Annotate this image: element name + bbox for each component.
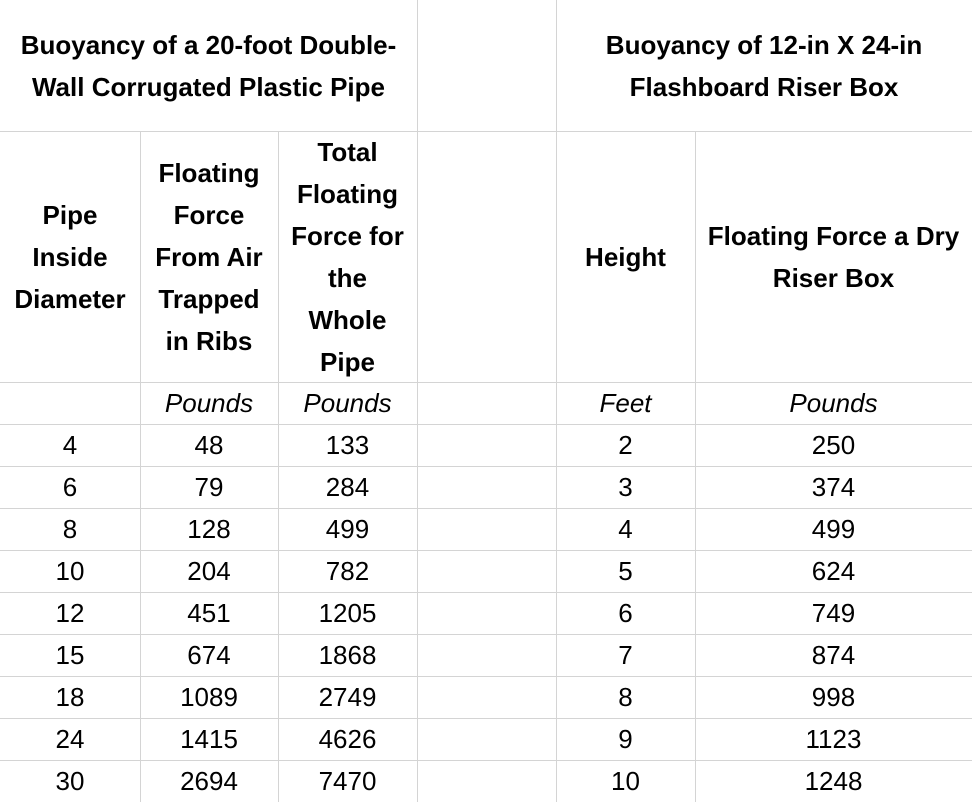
header-line: in Ribs	[165, 325, 253, 356]
total-force-cell: 133	[325, 430, 370, 460]
total-force-cell: 284	[325, 472, 370, 502]
height-cell: 10	[611, 766, 640, 796]
gridline-horizontal	[0, 131, 972, 132]
pipe-diameter-cell: 12	[55, 598, 85, 628]
height-cell: 3	[618, 472, 633, 502]
header-line: Trapped	[158, 283, 260, 314]
header-line: Pipe	[42, 199, 98, 230]
header-line: Floating	[296, 178, 399, 209]
header-riser-floating-force	[695, 131, 972, 382]
total-force-cell: 782	[325, 556, 370, 586]
gridline-horizontal	[0, 382, 972, 383]
pipe-diameter-cell: 24	[55, 724, 85, 754]
pipe-diameter-cell: 18	[55, 682, 85, 712]
total-force-cell: 1205	[318, 598, 377, 628]
gridline-horizontal	[0, 550, 972, 551]
header-line: Force for	[291, 220, 404, 251]
unit-total-force: Pounds	[303, 388, 392, 418]
riser-force-cell: 624	[811, 556, 856, 586]
height-cell: 4	[618, 514, 633, 544]
header-line: From Air	[155, 241, 263, 272]
pipe-title-line-1: Buoyancy of a 20-foot Double-	[20, 29, 397, 60]
gridline-horizontal	[0, 634, 972, 635]
rib-force-cell: 2694	[180, 766, 238, 796]
gridline-horizontal	[0, 424, 972, 425]
riser-force-cell: 499	[811, 514, 856, 544]
height-cell: 2	[618, 430, 633, 460]
riser-title-line-2: Flashboard Riser Box	[629, 71, 899, 102]
header-line: Floating	[158, 157, 260, 188]
gridline-horizontal	[0, 466, 972, 467]
riser-force-cell: 1248	[804, 766, 863, 796]
total-force-cell: 1868	[318, 640, 377, 670]
total-force-cell: 4626	[318, 724, 377, 754]
riser-force-cell: 250	[811, 430, 856, 460]
riser-force-cell: 1123	[805, 724, 862, 754]
riser-title-line-1: Buoyancy of 12-in X 24-in	[605, 29, 923, 60]
header-total-floating-force	[278, 131, 417, 382]
pipe-diameter-cell: 15	[55, 640, 85, 670]
height-cell: 6	[618, 598, 633, 628]
header-line: Total	[317, 136, 378, 167]
header-line: Floating Force a Dry	[707, 220, 960, 251]
header-pipe-diameter	[0, 131, 140, 382]
riser-table-title	[556, 0, 972, 131]
pipe-diameter-cell: 4	[62, 430, 78, 460]
pipe-table-title	[0, 0, 417, 131]
total-force-cell: 2749	[318, 682, 377, 712]
header-line: Riser Box	[772, 262, 895, 293]
pipe-diameter-cell: 6	[62, 472, 78, 502]
gridline-vertical	[556, 0, 557, 802]
rib-force-cell: 1415	[180, 724, 238, 754]
gridline-horizontal	[0, 592, 972, 593]
rib-force-cell: 204	[187, 556, 231, 586]
rib-force-cell: 48	[194, 430, 224, 460]
total-force-cell: 7470	[318, 766, 377, 796]
header-line: the	[328, 262, 367, 293]
rib-force-cell: 128	[187, 514, 231, 544]
header-height	[556, 131, 695, 382]
gridline-vertical	[417, 0, 418, 802]
gridline-horizontal	[0, 718, 972, 719]
header-line: Whole	[308, 304, 387, 335]
pipe-diameter-cell: 30	[55, 766, 85, 796]
riser-force-cell: 749	[811, 598, 856, 628]
height-cell: 5	[618, 556, 633, 586]
rib-force-cell: 1089	[180, 682, 238, 712]
height-cell: 8	[618, 682, 633, 712]
header-rib-floating-force	[140, 131, 278, 382]
header-line: Height	[585, 241, 666, 272]
height-cell: 7	[618, 640, 633, 670]
pipe-title-line-2: Wall Corrugated Plastic Pipe	[31, 71, 385, 102]
pipe-diameter-cell: 8	[62, 514, 78, 544]
gridline-horizontal	[0, 508, 972, 509]
header-line: Force	[173, 199, 245, 230]
total-force-cell: 499	[325, 514, 370, 544]
unit-height: Feet	[599, 388, 652, 418]
header-line: Pipe	[320, 346, 375, 377]
header-line: Inside	[32, 241, 108, 272]
gridline-horizontal	[0, 760, 972, 761]
unit-rib-force: Pounds	[164, 388, 254, 418]
riser-force-cell: 874	[811, 640, 856, 670]
height-cell: 9	[618, 724, 633, 754]
rib-force-cell: 451	[187, 598, 231, 628]
pipe-diameter-cell: 10	[55, 556, 85, 586]
header-line: Diameter	[14, 283, 126, 314]
riser-force-cell: 374	[811, 472, 856, 502]
riser-force-cell: 998	[811, 682, 856, 712]
rib-force-cell: 674	[187, 640, 231, 670]
rib-force-cell: 79	[194, 472, 224, 502]
unit-riser-force: Pounds	[789, 388, 878, 418]
gridline-horizontal	[0, 676, 972, 677]
